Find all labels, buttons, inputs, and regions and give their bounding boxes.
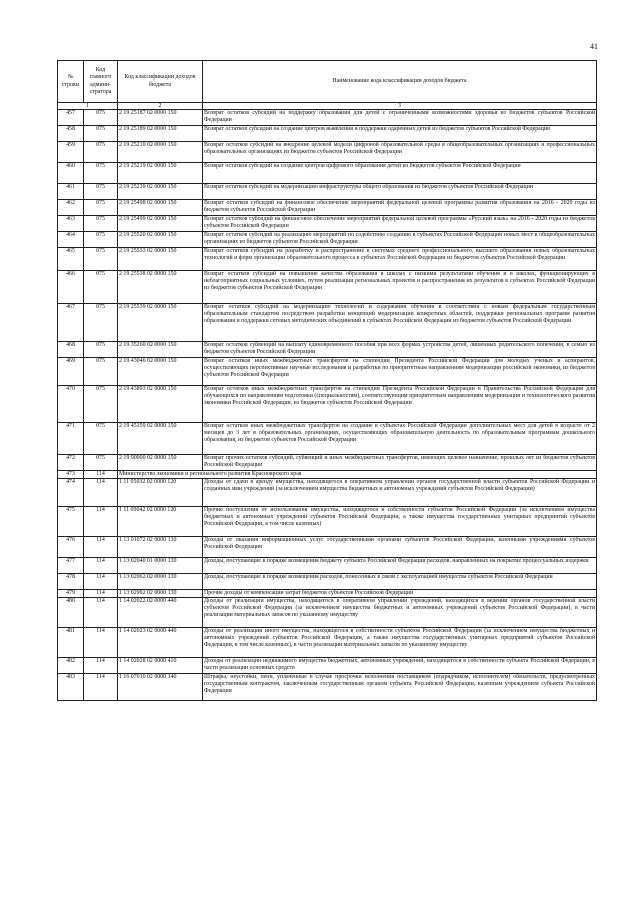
admin-code: 075	[84, 142, 118, 163]
header-admin-code: Код главного админи-стратора	[84, 61, 118, 103]
code-name: Возврат остатков субсидий на повышение качества образования в школах с низкими результатами обучения и в школах, функционирующих в неблагоприятных социальных условиях, путем реализации региональных проектов и распространения их результатов в субъектах Российской Федерации из бюджетов субъектов Российской Федерации	[203, 271, 597, 304]
table-row	[58, 471, 597, 479]
admin-code: 114	[84, 537, 118, 558]
classification-code: 2 19 25219 02 0000 150	[118, 163, 203, 184]
admin-code: 114	[84, 507, 118, 537]
classification-code: 1 13 01072 02 0000 130	[118, 537, 203, 558]
code-name: Возврат остатков субсидий на финансовое обеспечение мероприятий федеральной целевой программы развития образования на 2016 - 2020 годы из бюджетов субъектов Российской Федерации	[203, 200, 597, 216]
code-name: Возврат прочих остатков субсидий, субвенций и иных межбюджетных трансфертов, имеющих целевое назначение, прошлых лет из бюджетов субъектов Российской Федерации	[203, 455, 597, 471]
classification-code: 2 19 25210 02 0000 150	[118, 142, 203, 163]
page-number: 41	[590, 42, 598, 51]
admin-code: 114	[84, 471, 118, 479]
admin-code: 075	[84, 200, 118, 216]
admin-code: 075	[84, 358, 118, 386]
admin-code: 075	[84, 110, 118, 126]
row-number: 457	[58, 110, 84, 126]
column-number-1: 1	[58, 103, 118, 110]
table-row	[58, 248, 597, 271]
table-row	[58, 184, 597, 200]
admin-code: 114	[84, 658, 118, 674]
classification-code: 1 11 09042 02 0000 120	[118, 507, 203, 537]
admin-code: 075	[84, 304, 118, 342]
table-row	[58, 342, 597, 358]
row-number: 475	[58, 507, 84, 537]
code-name: Прочие поступления от использования имущества, находящегося в собственности субъектов Российской Федерации (за исключением имущества бюджетных и автономных учреждений субъектов Российской Федерации, а также имущества государственных унитарных предприятий субъектов Российской Федерации, в том числе казенных)	[203, 507, 597, 537]
classification-code: 1 13 02040 01 0000 130	[118, 558, 203, 574]
admin-code: 114	[84, 590, 118, 598]
classification-code: 2 19 43046 02 0000 150	[118, 358, 203, 386]
code-name: Прочие доходы от компенсации затрат бюджетов субъектов Российской Федерации	[203, 590, 597, 598]
code-name: Возврат остатков субвенций на выплату единовременного пособия при всех формах устройства детей, лишенных родительского попечения, в семью из бюджетов субъектов Российской Федерации	[203, 342, 597, 358]
row-number: 478	[58, 574, 84, 590]
admin-code: 075	[84, 342, 118, 358]
classification-code: 2 19 25239 02 0000 150	[118, 184, 203, 200]
row-number: 474	[58, 479, 84, 507]
row-number: 473	[58, 471, 84, 479]
ministry-name: Министерство экономики и регионального развития Красноярского края	[118, 471, 597, 479]
table-row	[58, 628, 597, 658]
table-row	[58, 658, 597, 674]
code-name: Возврат остатков субсидий на реализацию мероприятий по содействию созданию в субъектах Российской Федерации новых мест в общеобразовательных организациях из бюджетов субъектов Российской Федерации	[203, 232, 597, 248]
code-name: Доходы от реализации имущества, находящегося в оперативном управлении учреждений, находящихся в ведении органов государственной власти субъектов Российской Федерации (за исключением имущества бюджетных и автономных учреждений субъектов Российской Федерации), в части реализации материальных запасов по указанному имуществу	[203, 598, 597, 628]
row-number: 483	[58, 674, 84, 701]
classification-code: 1 14 02022 02 0000 440	[118, 598, 203, 628]
code-name: Доходы, поступающие в порядке возмещения расходов, понесенных в связи с эксплуатацией имущества субъектов Российской Федерации	[203, 574, 597, 590]
classification-code: 2 19 35260 02 0000 150	[118, 342, 203, 358]
classification-code: 1 14 02028 02 0000 410	[118, 658, 203, 674]
row-number: 461	[58, 184, 84, 200]
admin-code: 075	[84, 126, 118, 142]
code-name: Возврат остатков субсидий на разработку и распространение в системах среднего профессионального, высшего образования новых образовательных технологий и форм организации образовательного процесса в субъектах Российской Федерации из бюджетов субъектов Российской Федерации	[203, 248, 597, 271]
revenue-classification-table	[57, 60, 597, 701]
admin-code: 075	[84, 271, 118, 304]
admin-code: 075	[84, 163, 118, 184]
row-number: 471	[58, 423, 84, 455]
column-number-2: 2	[118, 103, 203, 110]
code-name: Возврат остатков субсидий на создание центров выявления и поддержки одаренных детей из бюджетов субъектов Российской Федерации	[203, 126, 597, 142]
admin-code: 114	[84, 479, 118, 507]
code-name: Доходы от реализации иного имущества, находящегося в собственности субъектов Российской Федерации (за исключением имущества бюджетных и автономных учреждений субъектов Российской Федерации, а также имущества государственных унитарных предприятий субъектов Российской Федерации, в том числе казенных), в части реализации материальных запасов по указанному имуществу	[203, 628, 597, 658]
admin-code: 075	[84, 216, 118, 232]
row-number: 477	[58, 558, 84, 574]
table-row	[58, 537, 597, 558]
row-number: 469	[58, 358, 84, 386]
table-row	[58, 479, 597, 507]
admin-code: 114	[84, 574, 118, 590]
row-number: 482	[58, 658, 84, 674]
table-row	[58, 455, 597, 471]
table-row	[58, 200, 597, 216]
table-row	[58, 271, 597, 304]
header-row-number: № строки	[58, 61, 84, 103]
classification-code: 1 13 02992 02 0000 130	[118, 590, 203, 598]
admin-code: 075	[84, 423, 118, 455]
row-number: 464	[58, 232, 84, 248]
row-number: 465	[58, 248, 84, 271]
admin-code: 114	[84, 628, 118, 658]
admin-code: 075	[84, 184, 118, 200]
table-row	[58, 386, 597, 423]
admin-code: 114	[84, 598, 118, 628]
classification-code: 2 19 25538 02 0000 150	[118, 271, 203, 304]
table-row	[58, 126, 597, 142]
code-name: Возврат остатков субсидий на создание центров цифрового образования детей из бюджетов субъектов Российской Федерации	[203, 163, 597, 184]
code-name: Возврат остатков субсидий на финансовое обеспечение мероприятий федеральной целевой программы «Русский язык» на 2016 - 2020 годы из бюджетов субъектов Российской Федерации	[203, 216, 597, 232]
table-row	[58, 574, 597, 590]
admin-code: 075	[84, 386, 118, 423]
code-name: Доходы от оказания информационных услуг государственными органами субъектов Российской Федерации, казенными учреждениями субъектов Российской Федерации	[203, 537, 597, 558]
code-name: Возврат остатков субсидий на модернизацию технологий и содержания обучения в соответствии с новым федеральным государственным образовательным стандартом посредством разработки концепций модернизации конкретных областей, поддержки региональных программ развития образования и поддержки сетевых методических объединений в субъектах Российской Федерации из бюджетов субъектов Российской Федерации	[203, 304, 597, 342]
code-name: Возврат остатков иных межбюджетных трансфертов на стипендии Президента Российской Федерации и Правительства Российской Федерации для обучающихся по направлениям подготовки (специальностям), соответствующим приоритетным направлениям модернизации и технологического развития экономики Российской Федерации, из бюджетов субъектов Российской Федерации	[203, 386, 597, 423]
code-name: Возврат остатков иных межбюджетных трансфертов на стипендии Президента Российской Федерации для молодых ученых и аспирантов, осуществляющих перспективные научные исследования и разработки по приоритетным направлениям модернизации российской экономики, из бюджетов субъектов Российской Федерации	[203, 358, 597, 386]
code-name: Возврат остатков субсидий на модернизацию инфраструктуры общего образования из бюджетов субъектов Российской Федерации	[203, 184, 597, 200]
classification-code: 2 19 25499 02 0000 150	[118, 216, 203, 232]
classification-code: 1 14 02023 02 0000 440	[118, 628, 203, 658]
row-number: 463	[58, 216, 84, 232]
row-number: 481	[58, 628, 84, 658]
classification-code: 1 16 07010 02 0000 140	[118, 674, 203, 701]
classification-code: 2 19 25187 02 0000 150	[118, 110, 203, 126]
row-number: 459	[58, 142, 84, 163]
classification-code: 2 19 25189 02 0000 150	[118, 126, 203, 142]
code-name: Доходы от реализации недвижимого имущества бюджетных, автономных учреждений, находящегося в собственности субъекта Российской Федерации, в части реализации основных средств	[203, 658, 597, 674]
code-name: Штрафы, неустойки, пени, уплаченные в случае просрочки исполнения поставщиком (подрядчиком, исполнителем) обязательств, предусмотренных государственным контрактом, заключенным государственным органом субъекта Российской Федерации, казенным учреждением субъекта Российской Федерации	[203, 674, 597, 701]
table-body	[58, 110, 597, 701]
classification-code: 2 19 45159 02 0000 150	[118, 423, 203, 455]
header-classification-code: Код классификации доходов бюджета	[118, 61, 203, 103]
table-row	[58, 110, 597, 126]
row-number: 468	[58, 342, 84, 358]
table-row	[58, 590, 597, 598]
row-number: 480	[58, 598, 84, 628]
row-number: 472	[58, 455, 84, 471]
code-name: Доходы, поступающие в порядке возмещения бюджету субъекта Российской Федерации расходов, направленных на покрытие процессуальных издержек	[203, 558, 597, 574]
header-code-name: Наименование кода классификации доходов бюджета	[203, 61, 597, 103]
admin-code: 075	[84, 455, 118, 471]
row-number: 470	[58, 386, 84, 423]
table-row	[58, 232, 597, 248]
code-name: Доходы от сдачи в аренду имущества, находящегося в оперативном управлении органов государственной власти субъектов Российской Федерации и созданных ими учреждений (за исключением имущества бюджетных и автономных учреждений субъектов Российской Федерации)	[203, 479, 597, 507]
classification-code: 1 13 02062 02 0000 130	[118, 574, 203, 590]
row-number: 458	[58, 126, 84, 142]
table-row	[58, 558, 597, 574]
classification-code: 2 19 25498 02 0000 150	[118, 200, 203, 216]
table-row	[58, 423, 597, 455]
classification-code: 2 19 25533 02 0000 150	[118, 248, 203, 271]
row-number: 462	[58, 200, 84, 216]
row-number: 466	[58, 271, 84, 304]
table-row	[58, 358, 597, 386]
table-row	[58, 216, 597, 232]
row-number: 479	[58, 590, 84, 598]
row-number: 476	[58, 537, 84, 558]
table-row	[58, 163, 597, 184]
admin-code: 075	[84, 232, 118, 248]
table-row	[58, 507, 597, 537]
table-row	[58, 674, 597, 701]
table-row	[58, 304, 597, 342]
table-row	[58, 598, 597, 628]
classification-code: 2 19 25539 02 0000 150	[118, 304, 203, 342]
admin-code: 114	[84, 674, 118, 701]
admin-code: 075	[84, 248, 118, 271]
code-name: Возврат остатков субсидий на поддержку образования для детей с ограниченными возможностями здоровья из бюджетов субъектов Российской Федерации	[203, 110, 597, 126]
classification-code: 2 19 90000 02 0000 150	[118, 455, 203, 471]
row-number: 467	[58, 304, 84, 342]
row-number: 460	[58, 163, 84, 184]
column-number-3: 3	[203, 103, 597, 110]
classification-code: 1 11 05032 02 0000 120	[118, 479, 203, 507]
code-name: Возврат остатков иных межбюджетных трансфертов на создание в субъектах Российской Федерации дополнительных мест для детей в возрасте от 2 месяцев до 3 лет в образовательных организациях, осуществляющих образовательную деятельность по образовательным программам дошкольного образования, из бюджетов субъектов Российской Федерации	[203, 423, 597, 455]
classification-code: 2 19 43893 02 0000 150	[118, 386, 203, 423]
classification-code: 2 19 25520 02 0000 150	[118, 232, 203, 248]
table-row	[58, 142, 597, 163]
code-name: Возврат остатков субсидий на внедрение целевой модели цифровой образовательной среды в общеобразовательных организациях и профессиональных образовательных организациях из бюджетов субъектов Российской Федерации	[203, 142, 597, 163]
admin-code: 114	[84, 558, 118, 574]
